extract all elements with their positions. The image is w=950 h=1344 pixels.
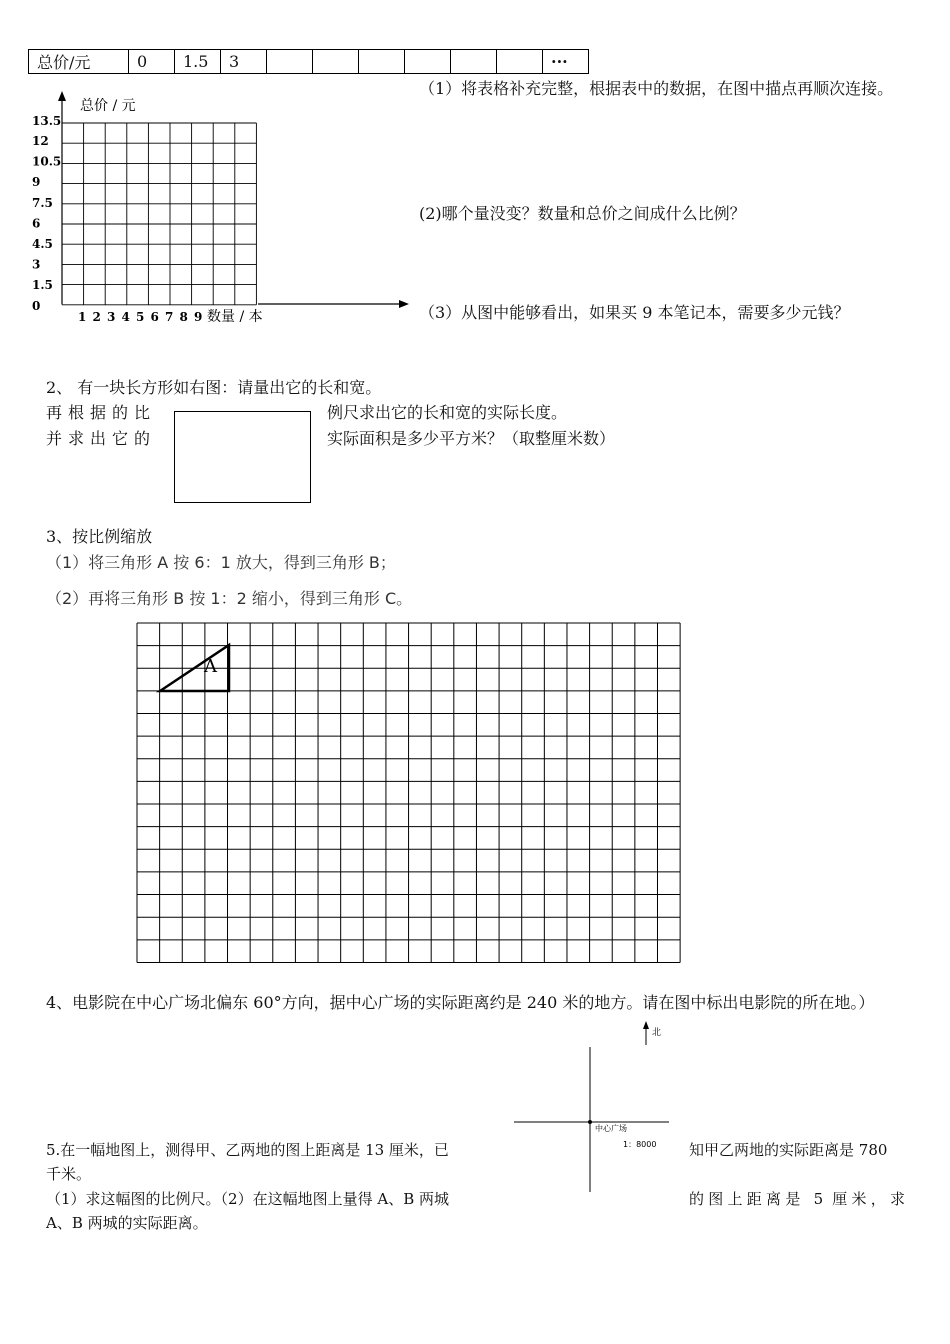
table-cell: 1.5: [175, 50, 221, 74]
x-axis-label: 数量 / 本: [207, 309, 263, 325]
x-tick-label: 6: [150, 310, 159, 324]
x-tick-label: 3: [107, 310, 116, 324]
q2-right1: 例尺求出它的长和宽的实际长度。: [327, 403, 568, 422]
y-axis-label: 总价 / 元: [80, 98, 136, 114]
table-ellipsis-cell: ···: [543, 50, 589, 74]
q1-part1: （1）将表格补充完整，根据表中的数据，在图中描点再顺次连接。: [419, 79, 894, 98]
q5-line2: 千米。: [46, 1165, 92, 1183]
y-tick-label: 7.5: [32, 195, 53, 210]
q2-right2: 实际面积是多少平方米？（取整厘米数）: [327, 429, 616, 448]
q2-line1: 2、 有一块长方形如右图：请量出它的长和宽。: [46, 378, 382, 397]
north-label: 北: [652, 1028, 662, 1038]
y-tick-label: 0: [32, 298, 41, 313]
q2-left1: 再根据的比: [46, 403, 157, 422]
q5-line1-left: 5.在一幅地图上，测得甲、乙两地的图上距离是 13 厘米，已: [46, 1141, 449, 1159]
y-tick-label: 6: [32, 216, 41, 231]
table-cell: 0: [129, 50, 175, 74]
north-arrow-head: [643, 1021, 649, 1029]
y-tick-label: 3: [32, 257, 41, 272]
y-tick-label: 4.5: [32, 237, 53, 251]
table-header-cell: 总价/元: [29, 50, 129, 74]
q3-title: 3、按比例缩放: [46, 527, 153, 546]
x-tick-label: 5: [136, 310, 145, 324]
q4-text: 4、电影院在中心广场北偏东 60°方向，据中心广场的实际距离约是 240 米的地方。请在图中标出电影院的所在地。）: [46, 993, 875, 1012]
x-tick-label: 2: [92, 310, 101, 324]
q3-line1: （1）将三角形 A 按 6：1 放大，得到三角形 B；: [46, 553, 396, 572]
x-tick-label: 8: [179, 310, 188, 324]
q5-line4: A、B 两城的实际距离。: [46, 1214, 208, 1232]
table-cell: 3: [221, 50, 267, 74]
x-tick-label: 1: [78, 310, 87, 324]
q2-left2: 并求出它的: [46, 429, 157, 448]
x-tick-label: 7: [165, 310, 174, 324]
x-tick-label: 4: [121, 310, 130, 324]
y-tick-label: 9: [32, 175, 41, 190]
center-point: [588, 1120, 592, 1124]
q3-line2: （2）再将三角形 B 按 1：2 缩小，得到三角形 C。: [46, 589, 413, 608]
q5-line3-left: （1）求这幅图的比例尺。（2）在这幅地图上量得 A、B 两城: [46, 1190, 449, 1208]
y-tick-label: 12: [32, 134, 49, 148]
scale-label: 1：8000: [623, 1140, 657, 1149]
center-label: 中心广场: [595, 1124, 627, 1133]
q5-line1-right: 知甲乙两地的实际距离是 780: [689, 1141, 888, 1159]
q1-part2: (2)哪个量没变？数量和总价之间成什么比例？: [419, 204, 746, 223]
y-tick-label: 10.5: [32, 154, 62, 169]
y-tick-label: 1.5: [32, 278, 53, 293]
q5-line3-right: 的图上距离是 5 厘米，求: [689, 1190, 905, 1208]
y-tick-label: 13.5: [32, 114, 62, 128]
triangle-a-label: A: [204, 656, 217, 677]
q1-part3: （3）从图中能够看出，如果买 9 本笔记本，需要多少元钱？: [419, 303, 850, 322]
x-tick-label: 9: [194, 310, 203, 324]
